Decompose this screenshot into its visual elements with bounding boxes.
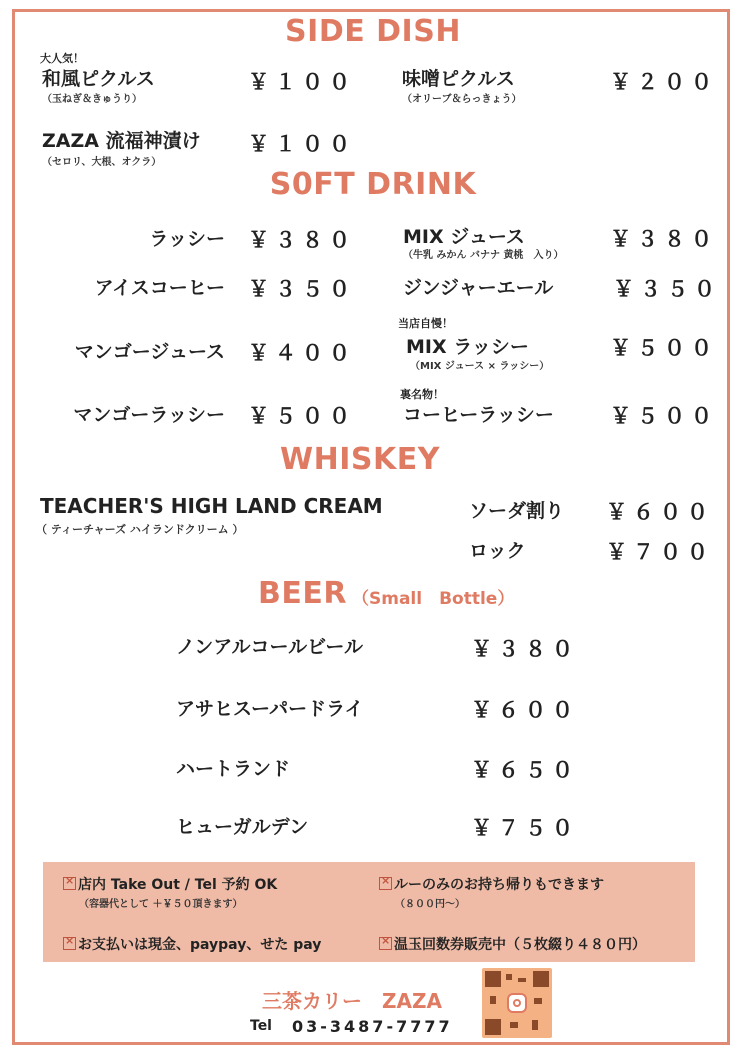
- whiskey-option-price: ￥６００: [606, 500, 714, 524]
- menu-item-name: ヒューガルデン: [176, 816, 309, 838]
- specialty-note: 裏名物！: [400, 388, 444, 401]
- menu-item-name: コーヒーラッシー: [403, 404, 554, 426]
- qr-finder: [485, 971, 501, 987]
- proud-note: 当店自慢！: [398, 317, 453, 330]
- menu-item-name: ハートランド: [176, 758, 291, 780]
- menu-item-price: ￥３８０: [248, 228, 356, 252]
- takeout-sub: （容器代として ＋￥５０頂きます）: [79, 899, 243, 910]
- menu-item-sub: （MIX ジュース × ラッシー）: [410, 361, 550, 372]
- shop-name: 三茶カリー ZAZA: [262, 989, 442, 1013]
- whiskey-sub: （ ティーチャーズ ハイランドクリーム ）: [36, 523, 244, 536]
- menu-item-price: ￥１００: [248, 70, 356, 94]
- whiskey-option-label: ソーダ割り: [469, 500, 565, 522]
- menu-item-name: ジンジャーエール: [403, 277, 554, 299]
- takeout-text: 店内 Take Out / Tel 予約 OK: [78, 877, 278, 893]
- whiskey-option-label: ロック: [469, 540, 526, 562]
- payment-line: [63, 934, 321, 954]
- menu-item-name: アサヒスーパードライ: [176, 698, 364, 720]
- qr-module: [518, 978, 526, 982]
- takeout-line: [63, 874, 277, 894]
- menu-item-sub: （オリーブ＆らっきょう）: [402, 94, 522, 105]
- roux-sub: （８００円〜）: [395, 899, 465, 910]
- qr-module: [532, 1020, 538, 1030]
- menu-item-price: ￥３８０: [471, 637, 579, 661]
- info-box: [43, 862, 695, 962]
- menu-item-price: ￥１００: [248, 132, 356, 156]
- menu-item-price: ￥６００: [471, 698, 579, 722]
- menu-item-name: ZAZA 流福神漬け: [42, 130, 201, 152]
- menu-item-price: ￥３５０: [248, 277, 356, 301]
- qr-module: [506, 974, 512, 980]
- beer-heading: BEER: [258, 576, 347, 611]
- menu-item-name: 和風ピクルス: [42, 68, 155, 90]
- qr-finder: [533, 971, 549, 987]
- checkbox-icon: [63, 937, 76, 950]
- menu-item-price: ￥５００: [610, 336, 718, 360]
- menu-item-sub: （牛乳 みかん バナナ 黄桃 入り）: [403, 250, 564, 261]
- roux-text: ルーのみのお持ち帰りもできます: [394, 877, 604, 893]
- menu-item-price: ￥７５０: [471, 816, 579, 840]
- payment-text: お支払いは現金、paypay、せた pay: [78, 937, 322, 953]
- menu-item-price: ￥３５０: [613, 277, 721, 301]
- soft-drink-heading: S0FT DRINK: [269, 167, 477, 202]
- tel-number: 03-3487-7777: [292, 1017, 453, 1036]
- menu-item-name: マンゴーラッシー: [73, 404, 225, 426]
- ticket-line: [379, 934, 646, 954]
- checkbox-icon: [63, 877, 76, 890]
- roux-line: [379, 874, 604, 894]
- menu-item-price: ￥６５０: [471, 758, 579, 782]
- whiskey-name: TEACHER'S HIGH LAND CREAM: [40, 494, 383, 518]
- side-dish-heading: SIDE DISH: [285, 14, 461, 49]
- menu-item-price: ￥５００: [248, 404, 356, 428]
- instagram-qr-code[interactable]: [482, 968, 552, 1038]
- menu-item-sub: （セロリ、大根、オクラ）: [42, 157, 162, 168]
- menu-item-name: アイスコーヒー: [94, 277, 225, 299]
- tel-label: Tel: [250, 1018, 272, 1034]
- menu-item-name: 味噌ピクルス: [402, 68, 515, 90]
- qr-module: [490, 996, 496, 1004]
- beer-subheading: （Small Bottle）: [352, 589, 515, 609]
- checkbox-icon: [379, 937, 392, 950]
- menu-item-price: ￥２００: [610, 70, 718, 94]
- menu-item-name: MIX ラッシー: [406, 336, 529, 358]
- menu-item-sub: （玉ねぎ＆きゅうり）: [42, 94, 142, 105]
- qr-module: [510, 1022, 518, 1028]
- menu-item-price: ￥４００: [248, 341, 356, 365]
- whiskey-option-price: ￥７００: [606, 540, 714, 564]
- menu-item-name: MIX ジュース: [403, 226, 525, 248]
- whiskey-heading: WHISKEY: [280, 442, 440, 477]
- ticket-text: 温玉回数券販売中（５枚綴り４８０円）: [394, 937, 646, 953]
- menu-item-name: ラッシー: [149, 228, 225, 250]
- menu-item-price: ￥５００: [610, 404, 718, 428]
- menu-item-name: マンゴージュース: [74, 341, 225, 363]
- menu-item-price: ￥３８０: [610, 227, 718, 251]
- checkbox-icon: [379, 877, 392, 890]
- qr-finder: [485, 1019, 501, 1035]
- popular-note: 大人気！: [40, 52, 84, 65]
- qr-module: [534, 998, 542, 1004]
- instagram-icon: [507, 993, 527, 1013]
- menu-item-name: ノンアルコールビール: [176, 636, 363, 658]
